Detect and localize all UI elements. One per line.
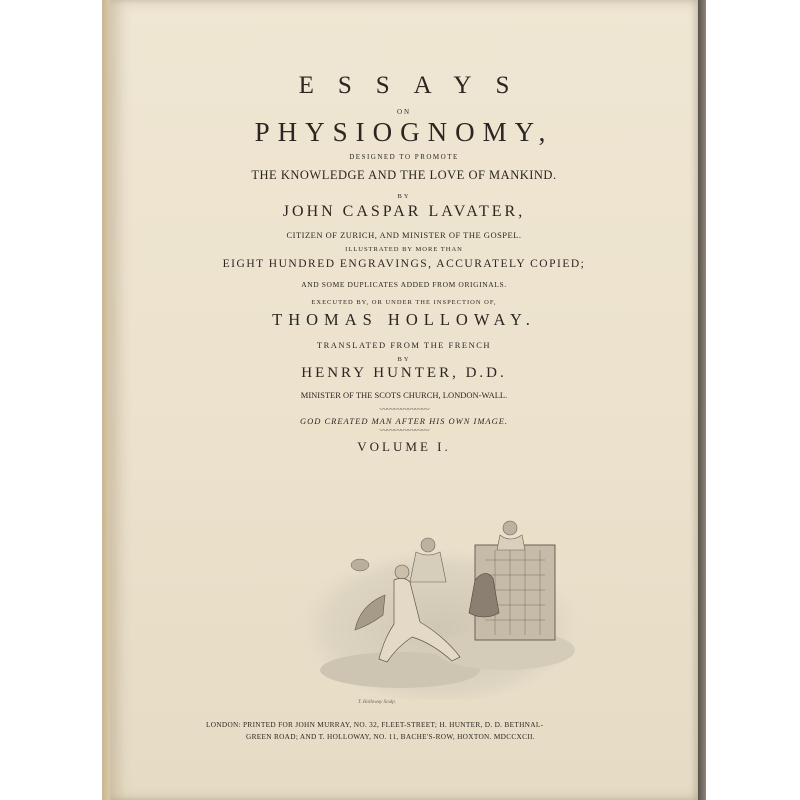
author-name: JOHN CASPAR LAVATER, (282, 203, 526, 220)
title-page (110, 0, 698, 800)
designed-line: DESIGNED TO PROMOTE (349, 153, 459, 161)
author-description: CITIZEN OF ZURICH, AND MINISTER OF THE GOSPEL. (286, 230, 522, 240)
title-on: ON (396, 108, 412, 116)
engravings-line: EIGHT HUNDRED ENGRAVINGS, ACCURATELY COPIED; (222, 258, 586, 270)
knowledge-line: THE KNOWLEDGE AND THE LOVE OF MANKIND. (251, 168, 557, 182)
ornament-rule-bottom: 〰〰〰〰〰〰〰 (379, 426, 429, 435)
engraved-vignette-image (290, 500, 590, 700)
translated-line: TRANSLATED FROM THE FRENCH (316, 340, 492, 350)
volume-number: VOLUME I. (357, 439, 451, 454)
illustrated-line: ILLUSTRATED BY MORE THAN (345, 246, 463, 253)
duplicates-line: AND SOME DUPLICATES ADDED FROM ORIGINALS. (301, 280, 507, 289)
engraver-name: THOMAS HOLLOWAY. (272, 310, 536, 329)
title-essays: ESSAYS (298, 72, 534, 99)
ornament-rule-top: 〰〰〰〰〰〰〰 (379, 405, 429, 414)
title-physiognomy: PHYSIOGNOMY, (254, 117, 554, 147)
by-line-1: BY (397, 193, 411, 200)
imprint-line-1: LONDON: PRINTED FOR JOHN MURRAY, NO. 32, FLEET-STREET; H. HUNTER, D. D. BETHNAL- (206, 720, 544, 729)
engraver-signature: T. Holloway Sculp. (358, 700, 396, 705)
imprint (206, 719, 598, 743)
translator-name: HENRY HUNTER, D.D. (301, 365, 507, 381)
translator-description: MINISTER OF THE SCOTS CHURCH, LONDON-WALL. (300, 390, 508, 400)
background-margin (712, 0, 800, 800)
executed-line: EXECUTED BY, OR UNDER THE INSPECTION OF, (311, 299, 497, 306)
epigraph: GOD CREATED MAN AFTER HIS OWN IMAGE. (299, 416, 509, 426)
imprint-line-2: GREEN ROAD; AND T. HOLLOWAY, NO. 11, BACHE'S-ROW, HOXTON. MDCCXCII. (246, 732, 535, 741)
by-line-2: BY (397, 356, 411, 363)
page-edge (698, 0, 706, 800)
